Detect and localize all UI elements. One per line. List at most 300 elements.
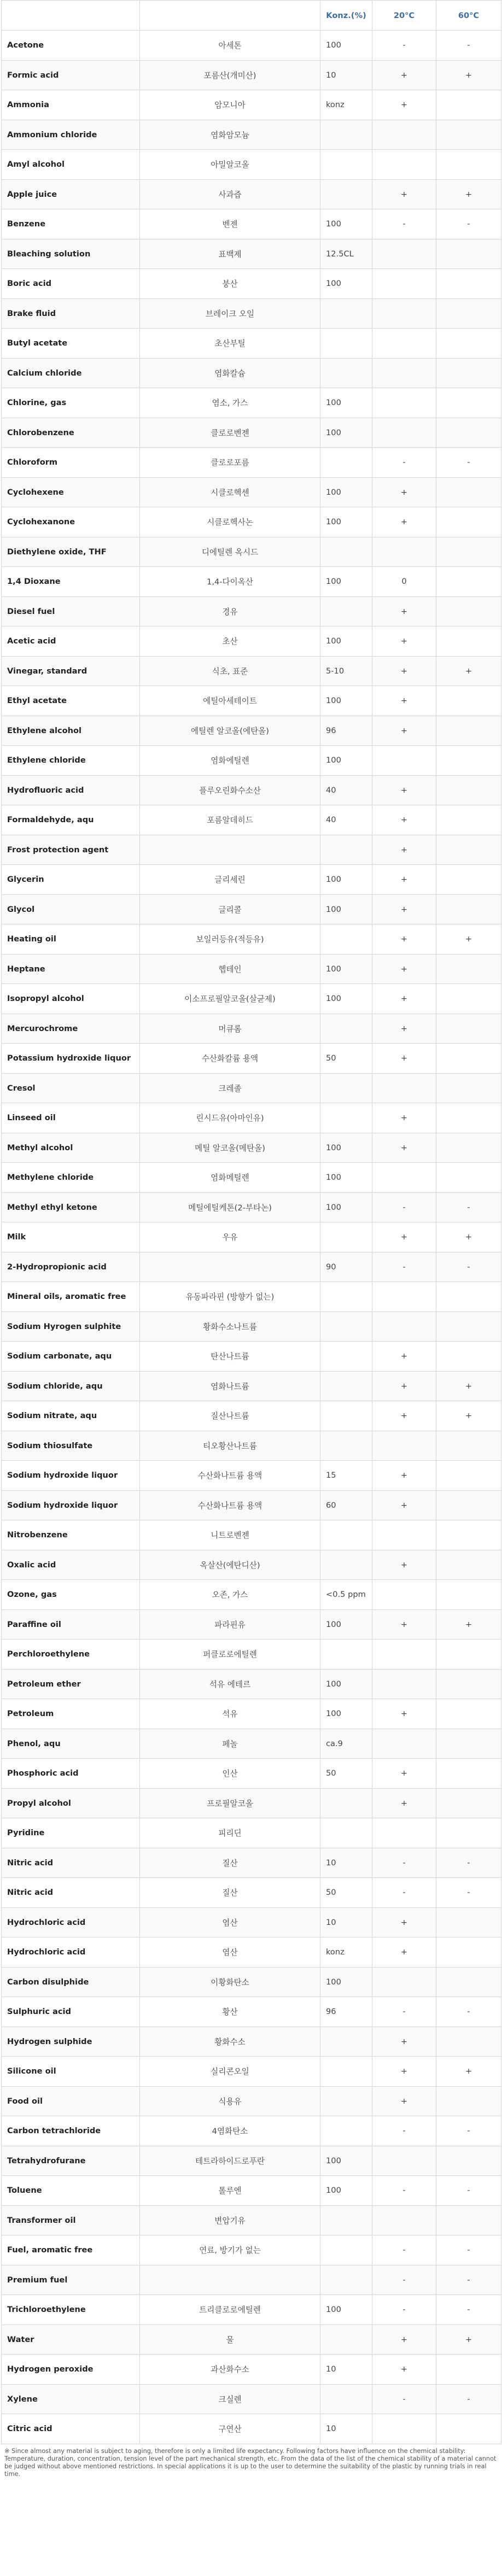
concentration-value bbox=[320, 1401, 372, 1431]
table-row bbox=[2, 1609, 501, 1640]
resistance-60c: - bbox=[436, 31, 501, 61]
table-row bbox=[2, 1163, 501, 1193]
resistance-60c bbox=[436, 1729, 501, 1759]
table-row bbox=[2, 1073, 501, 1103]
korean-name: 테트라하이드로푸란 bbox=[140, 2146, 320, 2176]
concentration-value: 100 bbox=[320, 1699, 372, 1729]
table-row bbox=[2, 1997, 501, 2027]
resistance-20c bbox=[372, 269, 436, 299]
concentration-value: 100 bbox=[320, 1133, 372, 1163]
concentration-value: 100 bbox=[320, 894, 372, 924]
korean-name: 메틸 알코올(메탄올) bbox=[140, 1133, 320, 1163]
korean-name: 클로로벤젠 bbox=[140, 418, 320, 448]
resistance-60c: - bbox=[436, 2265, 501, 2295]
korean-name: 질산 bbox=[140, 1848, 320, 1878]
table-row bbox=[2, 1192, 501, 1222]
resistance-60c: - bbox=[436, 2295, 501, 2325]
substance-name: Glycerin bbox=[2, 865, 140, 895]
korean-name: 황산 bbox=[140, 1997, 320, 2027]
concentration-value: 100 bbox=[320, 1967, 372, 1997]
resistance-60c: + bbox=[436, 656, 501, 686]
concentration-value bbox=[320, 537, 372, 567]
substance-name: Ammonia bbox=[2, 90, 140, 120]
resistance-20c bbox=[372, 746, 436, 776]
korean-name: 이황화탄소 bbox=[140, 1967, 320, 1997]
korean-name: 시클로헥센 bbox=[140, 477, 320, 507]
substance-name: Hydrochloric acid bbox=[2, 1907, 140, 1937]
korean-name: 페놀 bbox=[140, 1729, 320, 1759]
resistance-60c bbox=[436, 1312, 501, 1342]
table-row bbox=[2, 2325, 501, 2355]
korean-name: 오존, 가스 bbox=[140, 1580, 320, 1610]
korean-name: 황화수소나트륨 bbox=[140, 1312, 320, 1342]
concentration-value: 100 bbox=[320, 2176, 372, 2206]
korean-name: 붕산 bbox=[140, 269, 320, 299]
resistance-20c: - bbox=[372, 1997, 436, 2027]
resistance-20c bbox=[372, 358, 436, 388]
substance-name: Hydrogen sulphide bbox=[2, 2027, 140, 2057]
resistance-60c bbox=[436, 1431, 501, 1461]
korean-name: 1,4-다이옥산 bbox=[140, 567, 320, 597]
table-row bbox=[2, 120, 501, 150]
resistance-20c: - bbox=[372, 2265, 436, 2295]
table-row bbox=[2, 596, 501, 627]
substance-name: 1,4 Dioxane bbox=[2, 567, 140, 597]
substance-name: Chloroform bbox=[2, 448, 140, 478]
korean-name: 초산 bbox=[140, 627, 320, 657]
table-row bbox=[2, 1640, 501, 1670]
resistance-20c: + bbox=[372, 1788, 436, 1818]
substance-name: Sodium thiosulfate bbox=[2, 1431, 140, 1461]
chemical-resistance-page bbox=[1, 0, 501, 2478]
resistance-60c bbox=[436, 1759, 501, 1789]
concentration-value: 10 bbox=[320, 1907, 372, 1937]
korean-name: 플루오린화수소산 bbox=[140, 775, 320, 805]
header-substance bbox=[2, 1, 140, 31]
table-row bbox=[2, 775, 501, 805]
substance-name: Calcium chloride bbox=[2, 358, 140, 388]
resistance-20c: + bbox=[372, 924, 436, 955]
table-header-row bbox=[2, 1, 501, 31]
resistance-20c: - bbox=[372, 1192, 436, 1222]
resistance-20c: + bbox=[372, 686, 436, 716]
resistance-60c: + bbox=[436, 2057, 501, 2087]
chemical-resistance-table bbox=[1, 0, 501, 2444]
resistance-20c bbox=[372, 329, 436, 359]
concentration-value: 100 bbox=[320, 1192, 372, 1222]
korean-name: 크레졸 bbox=[140, 1073, 320, 1103]
resistance-20c: + bbox=[372, 1937, 436, 1968]
resistance-20c: + bbox=[372, 507, 436, 537]
resistance-20c: - bbox=[372, 2176, 436, 2206]
table-row bbox=[2, 1580, 501, 1610]
korean-name: 황화수소 bbox=[140, 2027, 320, 2057]
concentration-value: 5-10 bbox=[320, 656, 372, 686]
korean-name: 아밀알코올 bbox=[140, 150, 320, 180]
resistance-60c bbox=[436, 239, 501, 269]
substance-name: Frost protection agent bbox=[2, 835, 140, 865]
concentration-value bbox=[320, 1640, 372, 1670]
table-row bbox=[2, 179, 501, 209]
substance-name: Transformer oil bbox=[2, 2205, 140, 2235]
substance-name: Propyl alcohol bbox=[2, 1788, 140, 1818]
resistance-20c: - bbox=[372, 2116, 436, 2146]
resistance-20c: + bbox=[372, 835, 436, 865]
substance-name: Nitric acid bbox=[2, 1848, 140, 1878]
resistance-20c: - bbox=[372, 448, 436, 478]
resistance-60c bbox=[436, 2205, 501, 2235]
header-60c: 60°C bbox=[436, 1, 501, 31]
table-row bbox=[2, 329, 501, 359]
resistance-20c: - bbox=[372, 1878, 436, 1908]
substance-name: Sodium Hyrogen sulphite bbox=[2, 1312, 140, 1342]
resistance-20c: + bbox=[372, 1133, 436, 1163]
resistance-20c: + bbox=[372, 627, 436, 657]
resistance-60c bbox=[436, 746, 501, 776]
resistance-60c: - bbox=[436, 2176, 501, 2206]
substance-name: Ethyl acetate bbox=[2, 686, 140, 716]
concentration-value bbox=[320, 1550, 372, 1580]
substance-name: Sodium carbonate, aqu bbox=[2, 1342, 140, 1372]
korean-name bbox=[140, 2265, 320, 2295]
resistance-60c bbox=[436, 627, 501, 657]
resistance-20c: + bbox=[372, 1759, 436, 1789]
concentration-value: 100 bbox=[320, 567, 372, 597]
substance-name: Ethylene alcohol bbox=[2, 716, 140, 746]
concentration-value: konz bbox=[320, 90, 372, 120]
resistance-60c: - bbox=[436, 1878, 501, 1908]
concentration-value bbox=[320, 1818, 372, 1848]
korean-name: 구연산 bbox=[140, 2414, 320, 2444]
resistance-20c: + bbox=[372, 984, 436, 1014]
table-row bbox=[2, 984, 501, 1014]
resistance-20c: + bbox=[372, 1222, 436, 1252]
concentration-value bbox=[320, 2265, 372, 2295]
concentration-value bbox=[320, 2057, 372, 2087]
resistance-20c: + bbox=[372, 1014, 436, 1044]
resistance-60c bbox=[436, 1937, 501, 1968]
table-row bbox=[2, 2205, 501, 2235]
table-row bbox=[2, 2146, 501, 2176]
korean-name: 에틸렌 알코올(에탄올) bbox=[140, 716, 320, 746]
resistance-60c bbox=[436, 90, 501, 120]
table-row bbox=[2, 2235, 501, 2265]
resistance-60c: - bbox=[436, 209, 501, 239]
table-row bbox=[2, 418, 501, 448]
concentration-value: 100 bbox=[320, 418, 372, 448]
resistance-20c: + bbox=[372, 2057, 436, 2087]
korean-name: 유동파라핀 (방향가 없는) bbox=[140, 1282, 320, 1312]
concentration-value bbox=[320, 1431, 372, 1461]
concentration-value bbox=[320, 1222, 372, 1252]
concentration-value: 100 bbox=[320, 477, 372, 507]
korean-name: 머큐롬 bbox=[140, 1014, 320, 1044]
concentration-value: 50 bbox=[320, 1759, 372, 1789]
substance-name: Petroleum ether bbox=[2, 1669, 140, 1699]
table-row bbox=[2, 2116, 501, 2146]
korean-name: 피리딘 bbox=[140, 1818, 320, 1848]
korean-name bbox=[140, 1252, 320, 1282]
table-row bbox=[2, 2384, 501, 2414]
resistance-60c bbox=[436, 1669, 501, 1699]
resistance-60c bbox=[436, 1640, 501, 1670]
resistance-60c: + bbox=[436, 1222, 501, 1252]
table-row bbox=[2, 537, 501, 567]
resistance-60c bbox=[436, 329, 501, 359]
substance-name: Silicone oil bbox=[2, 2057, 140, 2087]
concentration-value bbox=[320, 1788, 372, 1818]
concentration-value bbox=[320, 1371, 372, 1401]
table-row bbox=[2, 1461, 501, 1491]
concentration-value: 100 bbox=[320, 269, 372, 299]
substance-name: Mineral oils, aromatic free bbox=[2, 1282, 140, 1312]
concentration-value: 100 bbox=[320, 627, 372, 657]
substance-name: Water bbox=[2, 2325, 140, 2355]
concentration-value: 100 bbox=[320, 209, 372, 239]
korean-name: 트리클로로에틸렌 bbox=[140, 2295, 320, 2325]
korean-name: 옥살산(에탄디산) bbox=[140, 1550, 320, 1580]
substance-name: Hydrofluoric acid bbox=[2, 775, 140, 805]
resistance-20c: + bbox=[372, 2355, 436, 2385]
concentration-value: 60 bbox=[320, 1490, 372, 1520]
resistance-60c bbox=[436, 2027, 501, 2057]
resistance-60c bbox=[436, 1788, 501, 1818]
table-row bbox=[2, 805, 501, 835]
table-row bbox=[2, 924, 501, 955]
substance-name: Linseed oil bbox=[2, 1103, 140, 1133]
korean-name bbox=[140, 835, 320, 865]
resistance-60c bbox=[436, 835, 501, 865]
resistance-60c: + bbox=[436, 1609, 501, 1640]
korean-name: 물 bbox=[140, 2325, 320, 2355]
concentration-value: 100 bbox=[320, 1163, 372, 1193]
table-row bbox=[2, 31, 501, 61]
korean-name: 인산 bbox=[140, 1759, 320, 1789]
table-row bbox=[2, 1967, 501, 1997]
concentration-value bbox=[320, 1520, 372, 1550]
substance-name: Cyclohexanone bbox=[2, 507, 140, 537]
footnote: ※ Since almost any material is subject to aging, therefore is only a limited life expectancy. Following factors have influence on the chemical stability: Temperature, duration, concentration, tension level of the part mechanical strength, etc. From the data of the list of the chemical stability of a material cannot be judged without above mentioned restrictions. In special applications it is up to the user to determine the suitability of the plastic by running trials in real time. bbox=[4, 2447, 497, 2478]
table-row bbox=[2, 894, 501, 924]
concentration-value: 100 bbox=[320, 31, 372, 61]
korean-name: 우유 bbox=[140, 1222, 320, 1252]
resistance-20c: + bbox=[372, 894, 436, 924]
table-row bbox=[2, 507, 501, 537]
korean-name: 연료, 방기가 없는 bbox=[140, 2235, 320, 2265]
substance-name: Isopropyl alcohol bbox=[2, 984, 140, 1014]
resistance-60c: + bbox=[436, 924, 501, 955]
resistance-60c bbox=[436, 567, 501, 597]
resistance-20c: + bbox=[372, 2325, 436, 2355]
resistance-60c bbox=[436, 1073, 501, 1103]
concentration-value bbox=[320, 358, 372, 388]
substance-name: Nitric acid bbox=[2, 1878, 140, 1908]
resistance-60c bbox=[436, 1520, 501, 1550]
table-row bbox=[2, 1431, 501, 1461]
substance-name: Bleaching solution bbox=[2, 239, 140, 269]
table-row bbox=[2, 477, 501, 507]
resistance-60c bbox=[436, 298, 501, 329]
substance-name: Perchloroethylene bbox=[2, 1640, 140, 1670]
korean-name: 아세톤 bbox=[140, 31, 320, 61]
substance-name: Ozone, gas bbox=[2, 1580, 140, 1610]
korean-name: 염화메틸렌 bbox=[140, 1163, 320, 1193]
korean-name: 표백제 bbox=[140, 239, 320, 269]
table-row bbox=[2, 1848, 501, 1878]
concentration-value bbox=[320, 2116, 372, 2146]
concentration-value bbox=[320, 1014, 372, 1044]
concentration-value bbox=[320, 2205, 372, 2235]
korean-name: 글리콜 bbox=[140, 894, 320, 924]
concentration-value: 90 bbox=[320, 1252, 372, 1282]
substance-name: Carbon tetrachloride bbox=[2, 2116, 140, 2146]
substance-name: Amyl alcohol bbox=[2, 150, 140, 180]
korean-name: 질산 bbox=[140, 1878, 320, 1908]
concentration-value bbox=[320, 120, 372, 150]
resistance-20c: - bbox=[372, 31, 436, 61]
table-row bbox=[2, 269, 501, 299]
substance-name: Citric acid bbox=[2, 2414, 140, 2444]
resistance-60c bbox=[436, 1490, 501, 1520]
resistance-60c bbox=[436, 775, 501, 805]
concentration-value bbox=[320, 2235, 372, 2265]
concentration-value bbox=[320, 2086, 372, 2116]
substance-name: Chlorine, gas bbox=[2, 388, 140, 418]
resistance-20c bbox=[372, 1163, 436, 1193]
korean-name: 과산화수소 bbox=[140, 2355, 320, 2385]
table-row bbox=[2, 1937, 501, 1968]
resistance-20c bbox=[372, 1729, 436, 1759]
korean-name: 글리세린 bbox=[140, 865, 320, 895]
korean-name: 염소, 가스 bbox=[140, 388, 320, 418]
table-row bbox=[2, 1222, 501, 1252]
substance-name: Carbon disulphide bbox=[2, 1967, 140, 1997]
resistance-60c bbox=[436, 984, 501, 1014]
korean-name: 염화에틸렌 bbox=[140, 746, 320, 776]
resistance-20c: + bbox=[372, 1342, 436, 1372]
concentration-value: 10 bbox=[320, 2355, 372, 2385]
korean-name: 식초, 표준 bbox=[140, 656, 320, 686]
table-row bbox=[2, 448, 501, 478]
table-row bbox=[2, 1699, 501, 1729]
table-row bbox=[2, 1788, 501, 1818]
resistance-60c bbox=[436, 537, 501, 567]
resistance-20c bbox=[372, 2414, 436, 2444]
resistance-20c: 0 bbox=[372, 567, 436, 597]
resistance-60c bbox=[436, 686, 501, 716]
substance-name: Acetone bbox=[2, 31, 140, 61]
korean-name: 석유 bbox=[140, 1699, 320, 1729]
concentration-value bbox=[320, 924, 372, 955]
resistance-20c: + bbox=[372, 1490, 436, 1520]
korean-name: 염화나트륨 bbox=[140, 1371, 320, 1401]
korean-name: 에틸아세테이트 bbox=[140, 686, 320, 716]
table-row bbox=[2, 1729, 501, 1759]
table-row bbox=[2, 567, 501, 597]
korean-name: 실리콘오일 bbox=[140, 2057, 320, 2087]
substance-name: Brake fluid bbox=[2, 298, 140, 329]
table-row bbox=[2, 1818, 501, 1848]
korean-name: 염화암모늄 bbox=[140, 120, 320, 150]
substance-name: Methylene chloride bbox=[2, 1163, 140, 1193]
resistance-60c bbox=[436, 2086, 501, 2116]
resistance-20c bbox=[372, 1967, 436, 1997]
resistance-60c bbox=[436, 388, 501, 418]
resistance-60c bbox=[436, 1550, 501, 1580]
resistance-60c bbox=[436, 1133, 501, 1163]
concentration-value: 100 bbox=[320, 388, 372, 418]
concentration-value: 100 bbox=[320, 746, 372, 776]
header-20c: 20°C bbox=[372, 1, 436, 31]
substance-name: Tetrahydrofurane bbox=[2, 2146, 140, 2176]
resistance-60c bbox=[436, 1163, 501, 1193]
substance-name: Hydrogen peroxide bbox=[2, 2355, 140, 2385]
substance-name: Sulphuric acid bbox=[2, 1997, 140, 2027]
resistance-20c bbox=[372, 537, 436, 567]
substance-name: Formaldehyde, aqu bbox=[2, 805, 140, 835]
table-row bbox=[2, 1103, 501, 1133]
resistance-60c bbox=[436, 2355, 501, 2385]
korean-name: 포름알데히드 bbox=[140, 805, 320, 835]
resistance-20c bbox=[372, 239, 436, 269]
table-row bbox=[2, 746, 501, 776]
table-row bbox=[2, 1759, 501, 1789]
concentration-value bbox=[320, 448, 372, 478]
korean-name: 수산화나트륨 용액 bbox=[140, 1461, 320, 1491]
table-row bbox=[2, 1044, 501, 1074]
table-row bbox=[2, 239, 501, 269]
concentration-value bbox=[320, 1342, 372, 1372]
resistance-60c: + bbox=[436, 1401, 501, 1431]
concentration-value: 100 bbox=[320, 507, 372, 537]
table-row bbox=[2, 865, 501, 895]
resistance-20c: + bbox=[372, 954, 436, 984]
concentration-value: 50 bbox=[320, 1878, 372, 1908]
table-row bbox=[2, 358, 501, 388]
resistance-60c: - bbox=[436, 2235, 501, 2265]
korean-name: 파라핀유 bbox=[140, 1609, 320, 1640]
korean-name: 염화칼슘 bbox=[140, 358, 320, 388]
table-row bbox=[2, 1520, 501, 1550]
substance-name: Benzene bbox=[2, 209, 140, 239]
concentration-value: 100 bbox=[320, 1669, 372, 1699]
korean-name: 크실렌 bbox=[140, 2384, 320, 2414]
resistance-20c: + bbox=[372, 2086, 436, 2116]
substance-name: Acetic acid bbox=[2, 627, 140, 657]
korean-name: 클로로포름 bbox=[140, 448, 320, 478]
table-row bbox=[2, 835, 501, 865]
table-row bbox=[2, 716, 501, 746]
korean-name: 염산 bbox=[140, 1937, 320, 1968]
korean-name: 보일러등유(적등유) bbox=[140, 924, 320, 955]
concentration-value bbox=[320, 1103, 372, 1133]
resistance-60c bbox=[436, 1967, 501, 1997]
resistance-20c: + bbox=[372, 1044, 436, 1074]
concentration-value: 100 bbox=[320, 686, 372, 716]
substance-name: Methyl alcohol bbox=[2, 1133, 140, 1163]
resistance-60c: - bbox=[436, 1192, 501, 1222]
resistance-20c bbox=[372, 1520, 436, 1550]
resistance-60c bbox=[436, 418, 501, 448]
concentration-value: ca.9 bbox=[320, 1729, 372, 1759]
concentration-value bbox=[320, 329, 372, 359]
table-row bbox=[2, 1490, 501, 1520]
table-row bbox=[2, 1669, 501, 1699]
resistance-20c bbox=[372, 1312, 436, 1342]
concentration-value: 100 bbox=[320, 2295, 372, 2325]
table-row bbox=[2, 1401, 501, 1431]
resistance-20c: - bbox=[372, 2295, 436, 2325]
